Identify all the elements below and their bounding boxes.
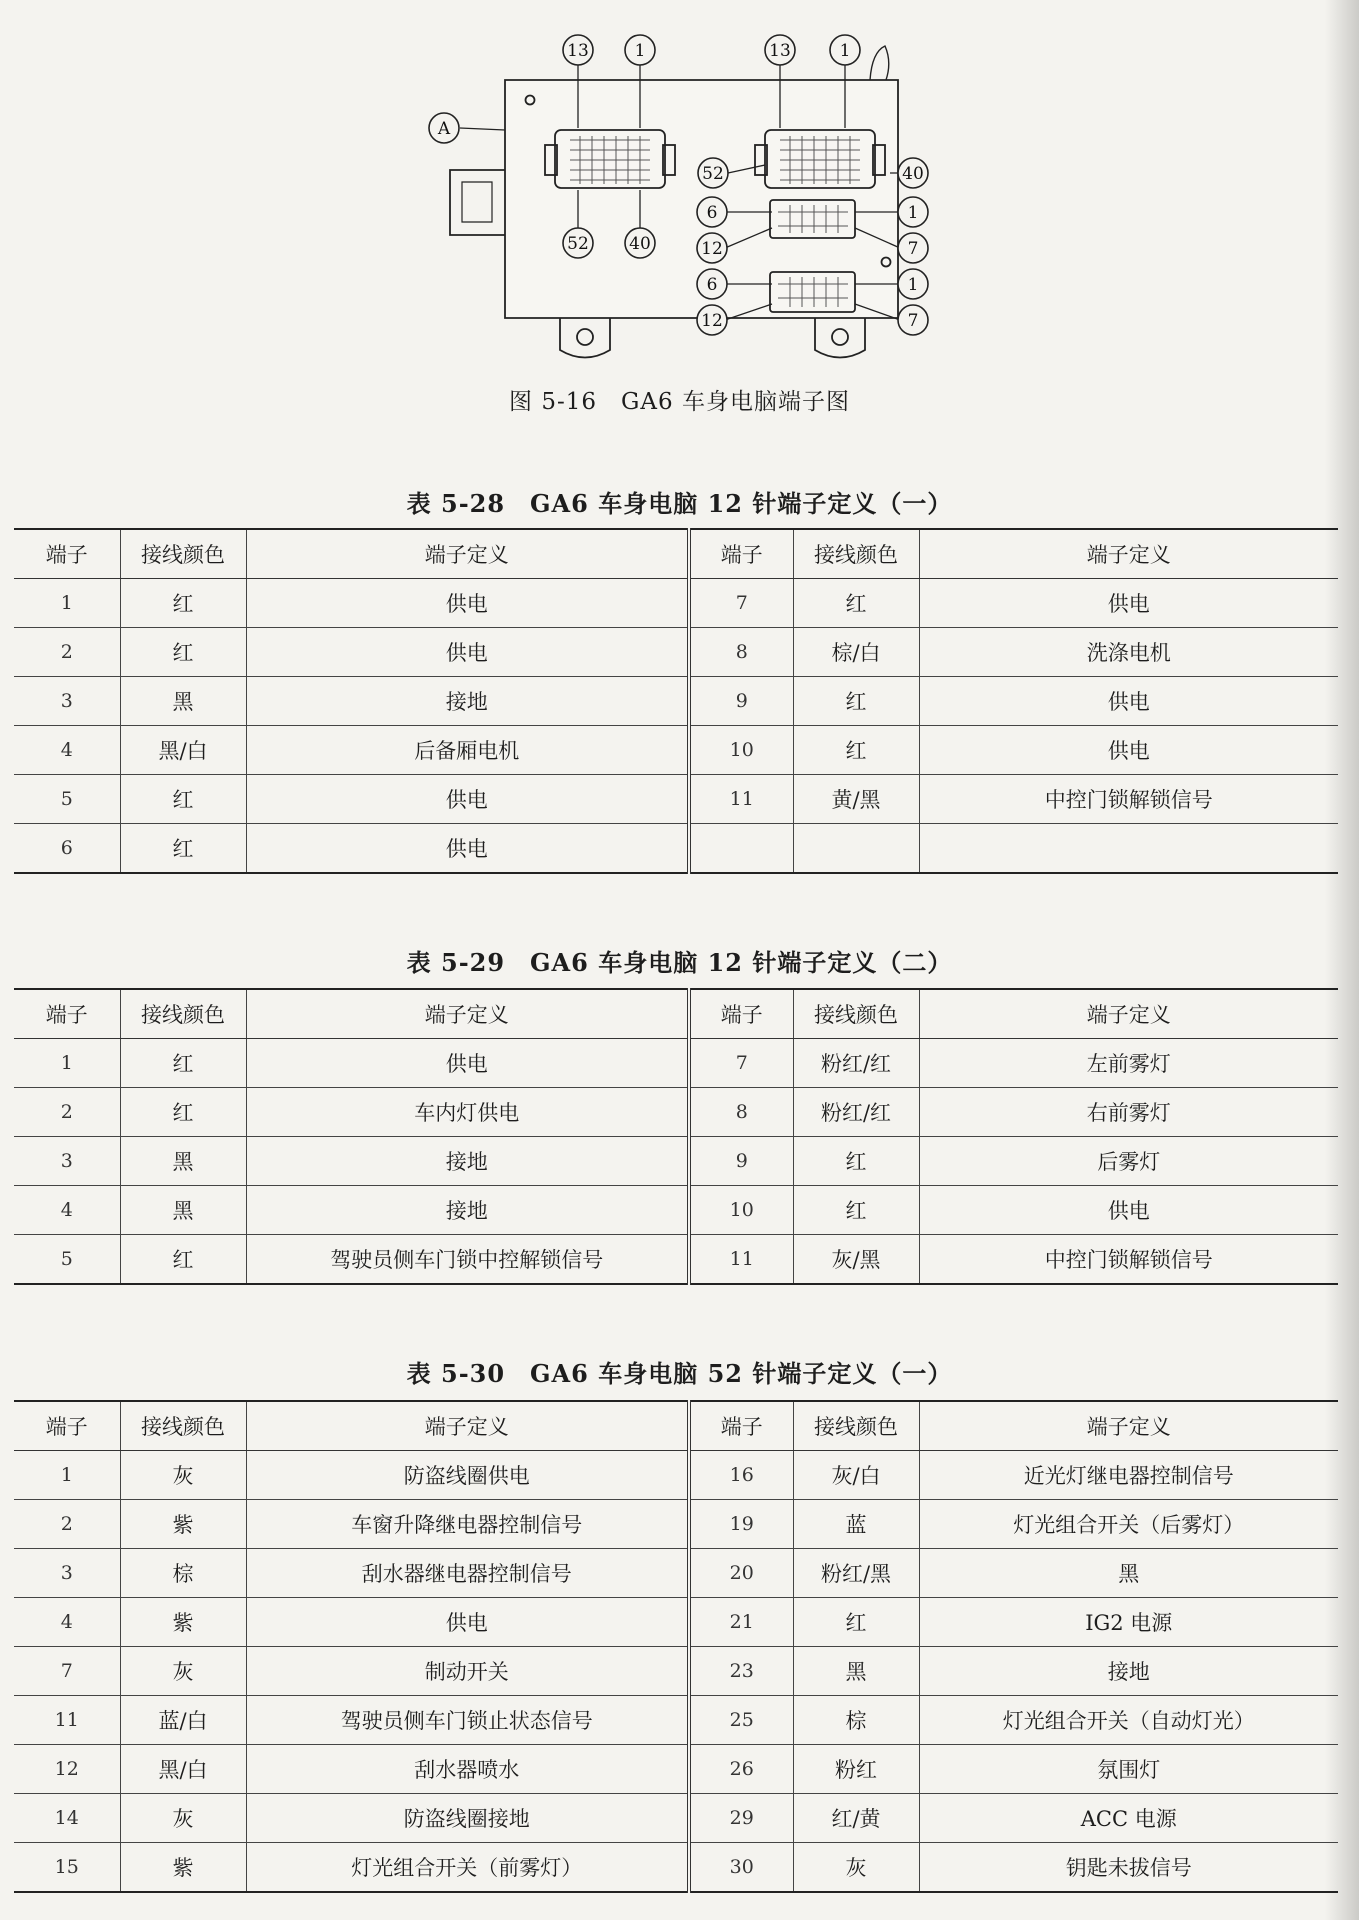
table-header-row xyxy=(14,989,1338,1039)
terminal-cell: 14 xyxy=(14,1794,120,1843)
terminal-cell: 25 xyxy=(689,1696,793,1745)
header-definition: 端子定义 xyxy=(246,529,689,579)
table-row xyxy=(14,1186,1338,1235)
table-header-row xyxy=(14,1401,1338,1451)
color-cell: 灰 xyxy=(120,1794,246,1843)
definition-cell: 供电 xyxy=(919,726,1338,775)
table-row xyxy=(14,775,1338,824)
color-cell: 红 xyxy=(793,1598,919,1647)
definition-cell: 接地 xyxy=(246,1137,689,1186)
callout-c2-6: 6 xyxy=(706,275,718,295)
color-cell: 灰 xyxy=(120,1647,246,1696)
table-row xyxy=(14,1500,1338,1549)
definition-cell: 黑 xyxy=(919,1549,1338,1598)
table-row xyxy=(14,1235,1338,1285)
callout-right-52: 52 xyxy=(702,164,724,184)
header-color: 接线颜色 xyxy=(120,1401,246,1451)
table-row xyxy=(14,824,1338,874)
definition-cell: 中控门锁解锁信号 xyxy=(919,775,1338,824)
color-cell: 棕 xyxy=(120,1549,246,1598)
terminal-cell: 3 xyxy=(14,1137,120,1186)
definition-cell: 供电 xyxy=(246,1039,689,1088)
color-cell: 红 xyxy=(120,824,246,874)
definition-cell: 供电 xyxy=(246,579,689,628)
table-2 xyxy=(14,988,1338,1285)
terminal-cell: 11 xyxy=(689,775,793,824)
color-cell: 粉红/红 xyxy=(793,1088,919,1137)
terminal-cell: 4 xyxy=(14,1186,120,1235)
callout-left-13: 13 xyxy=(567,41,589,61)
color-cell: 黄/黑 xyxy=(793,775,919,824)
color-cell: 黑 xyxy=(120,1137,246,1186)
table-header-row xyxy=(14,529,1338,579)
header-definition: 端子定义 xyxy=(919,1401,1338,1451)
header-terminal: 端子 xyxy=(689,989,793,1039)
definition-cell: 防盗线圈接地 xyxy=(246,1794,689,1843)
definition-cell: 供电 xyxy=(246,1598,689,1647)
definition-cell: 车内灯供电 xyxy=(246,1088,689,1137)
callout-left-1: 1 xyxy=(634,41,646,61)
table-row xyxy=(14,1088,1338,1137)
terminal-cell: 1 xyxy=(14,1039,120,1088)
terminal-cell: 3 xyxy=(14,1549,120,1598)
terminal-cell: 3 xyxy=(14,677,120,726)
definition-cell: ACC 电源 xyxy=(919,1794,1338,1843)
header-definition: 端子定义 xyxy=(246,989,689,1039)
definition-cell: 钥匙未拔信号 xyxy=(919,1843,1338,1893)
mounting-foot-right xyxy=(815,318,865,358)
table-3-title: 表 5-30 GA6 车身电脑 52 针端子定义（一） xyxy=(406,1359,953,1388)
terminal-cell: 16 xyxy=(689,1451,793,1500)
definition-cell: 洗涤电机 xyxy=(919,628,1338,677)
callout-c2-12: 12 xyxy=(701,311,723,331)
terminal-cell: 9 xyxy=(689,677,793,726)
terminal-cell: 11 xyxy=(689,1235,793,1285)
header-color: 接线颜色 xyxy=(793,989,919,1039)
definition-cell: 刮水器继电器控制信号 xyxy=(246,1549,689,1598)
definition-cell: 供电 xyxy=(919,677,1338,726)
color-cell: 粉红 xyxy=(793,1745,919,1794)
table-2-title: 表 5-29 GA6 车身电脑 12 针端子定义（二） xyxy=(406,948,953,977)
table-row xyxy=(14,1039,1338,1088)
left-mounting-tab xyxy=(450,170,505,235)
callout-c1-6: 6 xyxy=(706,203,718,223)
table-1 xyxy=(14,528,1338,874)
table-row xyxy=(14,579,1338,628)
callout-c1-7: 7 xyxy=(907,239,919,259)
callout-left-40: 40 xyxy=(629,234,651,254)
table-row xyxy=(14,1647,1338,1696)
mounting-foot-left xyxy=(560,318,610,358)
callout-c1-12: 12 xyxy=(701,239,723,259)
color-cell: 灰 xyxy=(793,1843,919,1893)
terminal-cell: 5 xyxy=(14,1235,120,1285)
table-row xyxy=(14,1451,1338,1500)
definition-cell: 接地 xyxy=(246,677,689,726)
callout-c2-7: 7 xyxy=(907,311,919,331)
color-cell xyxy=(793,824,919,874)
table-row xyxy=(14,1549,1338,1598)
table-3 xyxy=(14,1400,1338,1893)
terminal-cell: 10 xyxy=(689,726,793,775)
color-cell: 红 xyxy=(793,579,919,628)
terminal-cell: 21 xyxy=(689,1598,793,1647)
terminal-cell: 8 xyxy=(689,628,793,677)
header-color: 接线颜色 xyxy=(120,989,246,1039)
definition-cell: 防盗线圈供电 xyxy=(246,1451,689,1500)
color-cell: 红/黄 xyxy=(793,1794,919,1843)
definition-cell: 供电 xyxy=(919,579,1338,628)
table-row xyxy=(14,726,1338,775)
definition-cell: 供电 xyxy=(246,628,689,677)
color-cell: 紫 xyxy=(120,1843,246,1893)
definition-cell: 后备厢电机 xyxy=(246,726,689,775)
header-color: 接线颜色 xyxy=(793,529,919,579)
table-1-title: 表 5-28 GA6 车身电脑 12 针端子定义（一） xyxy=(406,489,953,518)
table-row xyxy=(14,1137,1338,1186)
terminal-cell: 15 xyxy=(14,1843,120,1893)
terminal-cell: 29 xyxy=(689,1794,793,1843)
definition-cell: 接地 xyxy=(919,1647,1338,1696)
definition-cell: 近光灯继电器控制信号 xyxy=(919,1451,1338,1500)
terminal-cell: 6 xyxy=(14,824,120,874)
terminal-cell: 4 xyxy=(14,726,120,775)
definition-cell xyxy=(919,824,1338,874)
table-row xyxy=(14,1598,1338,1647)
color-cell: 红 xyxy=(120,775,246,824)
terminal-cell: 11 xyxy=(14,1696,120,1745)
color-cell: 黑 xyxy=(120,1186,246,1235)
color-cell: 灰 xyxy=(120,1451,246,1500)
definition-cell: 供电 xyxy=(246,775,689,824)
definition-cell: 右前雾灯 xyxy=(919,1088,1338,1137)
terminal-cell: 1 xyxy=(14,1451,120,1500)
header-terminal: 端子 xyxy=(689,1401,793,1451)
table-row xyxy=(14,1696,1338,1745)
terminal-cell: 1 xyxy=(14,579,120,628)
definition-cell: 灯光组合开关（后雾灯） xyxy=(919,1500,1338,1549)
color-cell: 粉红/黑 xyxy=(793,1549,919,1598)
header-terminal: 端子 xyxy=(14,1401,120,1451)
definition-cell: 刮水器喷水 xyxy=(246,1745,689,1794)
definition-cell: 左前雾灯 xyxy=(919,1039,1338,1088)
terminal-cell: 2 xyxy=(14,1500,120,1549)
color-cell: 红 xyxy=(120,579,246,628)
color-cell: 红 xyxy=(793,1137,919,1186)
color-cell: 蓝 xyxy=(793,1500,919,1549)
color-cell: 红 xyxy=(120,1235,246,1285)
terminal-cell: 10 xyxy=(689,1186,793,1235)
terminal-cell xyxy=(689,824,793,874)
color-cell: 黑 xyxy=(120,677,246,726)
color-cell: 黑 xyxy=(793,1647,919,1696)
color-cell: 粉红/红 xyxy=(793,1039,919,1088)
header-definition: 端子定义 xyxy=(919,529,1338,579)
table-row xyxy=(14,1794,1338,1843)
terminal-cell: 7 xyxy=(689,579,793,628)
header-definition: 端子定义 xyxy=(246,1401,689,1451)
callout-a: A xyxy=(437,119,451,139)
color-cell: 红 xyxy=(793,677,919,726)
definition-cell: 车窗升降继电器控制信号 xyxy=(246,1500,689,1549)
definition-cell: 氛围灯 xyxy=(919,1745,1338,1794)
table-row xyxy=(14,1745,1338,1794)
callout-c2-1: 1 xyxy=(907,275,919,295)
color-cell: 黑/白 xyxy=(120,726,246,775)
color-cell: 红 xyxy=(120,1088,246,1137)
terminal-cell: 20 xyxy=(689,1549,793,1598)
terminal-cell: 12 xyxy=(14,1745,120,1794)
color-cell: 棕/白 xyxy=(793,628,919,677)
color-cell: 红 xyxy=(120,628,246,677)
color-cell: 红 xyxy=(793,1186,919,1235)
terminal-cell: 5 xyxy=(14,775,120,824)
callout-right-13: 13 xyxy=(769,41,791,61)
table-row xyxy=(14,1843,1338,1893)
header-color: 接线颜色 xyxy=(793,1401,919,1451)
definition-cell: IG2 电源 xyxy=(919,1598,1338,1647)
figure-caption: 图 5-16 GA6 车身电脑端子图 xyxy=(509,389,850,415)
table-row xyxy=(14,677,1338,726)
callout-right-40: 40 xyxy=(902,164,924,184)
callout-left-52: 52 xyxy=(567,234,589,254)
terminal-cell: 26 xyxy=(689,1745,793,1794)
terminal-cell: 23 xyxy=(689,1647,793,1696)
terminal-cell: 9 xyxy=(689,1137,793,1186)
color-cell: 蓝/白 xyxy=(120,1696,246,1745)
terminal-cell: 30 xyxy=(689,1843,793,1893)
terminal-cell: 7 xyxy=(14,1647,120,1696)
header-terminal: 端子 xyxy=(14,989,120,1039)
header-terminal: 端子 xyxy=(689,529,793,579)
color-cell: 紫 xyxy=(120,1500,246,1549)
definition-cell: 接地 xyxy=(246,1186,689,1235)
connector-diagram xyxy=(0,0,1359,380)
color-cell: 黑/白 xyxy=(120,1745,246,1794)
callout-c1-1: 1 xyxy=(907,203,919,223)
definition-cell: 中控门锁解锁信号 xyxy=(919,1235,1338,1285)
terminal-cell: 19 xyxy=(689,1500,793,1549)
color-cell: 灰/白 xyxy=(793,1451,919,1500)
terminal-cell: 2 xyxy=(14,1088,120,1137)
color-cell: 灰/黑 xyxy=(793,1235,919,1285)
header-terminal: 端子 xyxy=(14,529,120,579)
table-row xyxy=(14,628,1338,677)
definition-cell: 供电 xyxy=(246,824,689,874)
terminal-cell: 2 xyxy=(14,628,120,677)
terminal-cell: 4 xyxy=(14,1598,120,1647)
terminal-cell: 8 xyxy=(689,1088,793,1137)
definition-cell: 供电 xyxy=(919,1186,1338,1235)
color-cell: 紫 xyxy=(120,1598,246,1647)
color-cell: 棕 xyxy=(793,1696,919,1745)
color-cell: 红 xyxy=(793,726,919,775)
header-definition: 端子定义 xyxy=(919,989,1338,1039)
color-cell: 红 xyxy=(120,1039,246,1088)
header-color: 接线颜色 xyxy=(120,529,246,579)
definition-cell: 驾驶员侧车门锁中控解锁信号 xyxy=(246,1235,689,1285)
definition-cell: 后雾灯 xyxy=(919,1137,1338,1186)
definition-cell: 灯光组合开关（自动灯光） xyxy=(919,1696,1338,1745)
terminal-cell: 7 xyxy=(689,1039,793,1088)
definition-cell: 制动开关 xyxy=(246,1647,689,1696)
definition-cell: 驾驶员侧车门锁止状态信号 xyxy=(246,1696,689,1745)
definition-cell: 灯光组合开关（前雾灯） xyxy=(246,1843,689,1893)
callout-right-1: 1 xyxy=(839,41,851,61)
